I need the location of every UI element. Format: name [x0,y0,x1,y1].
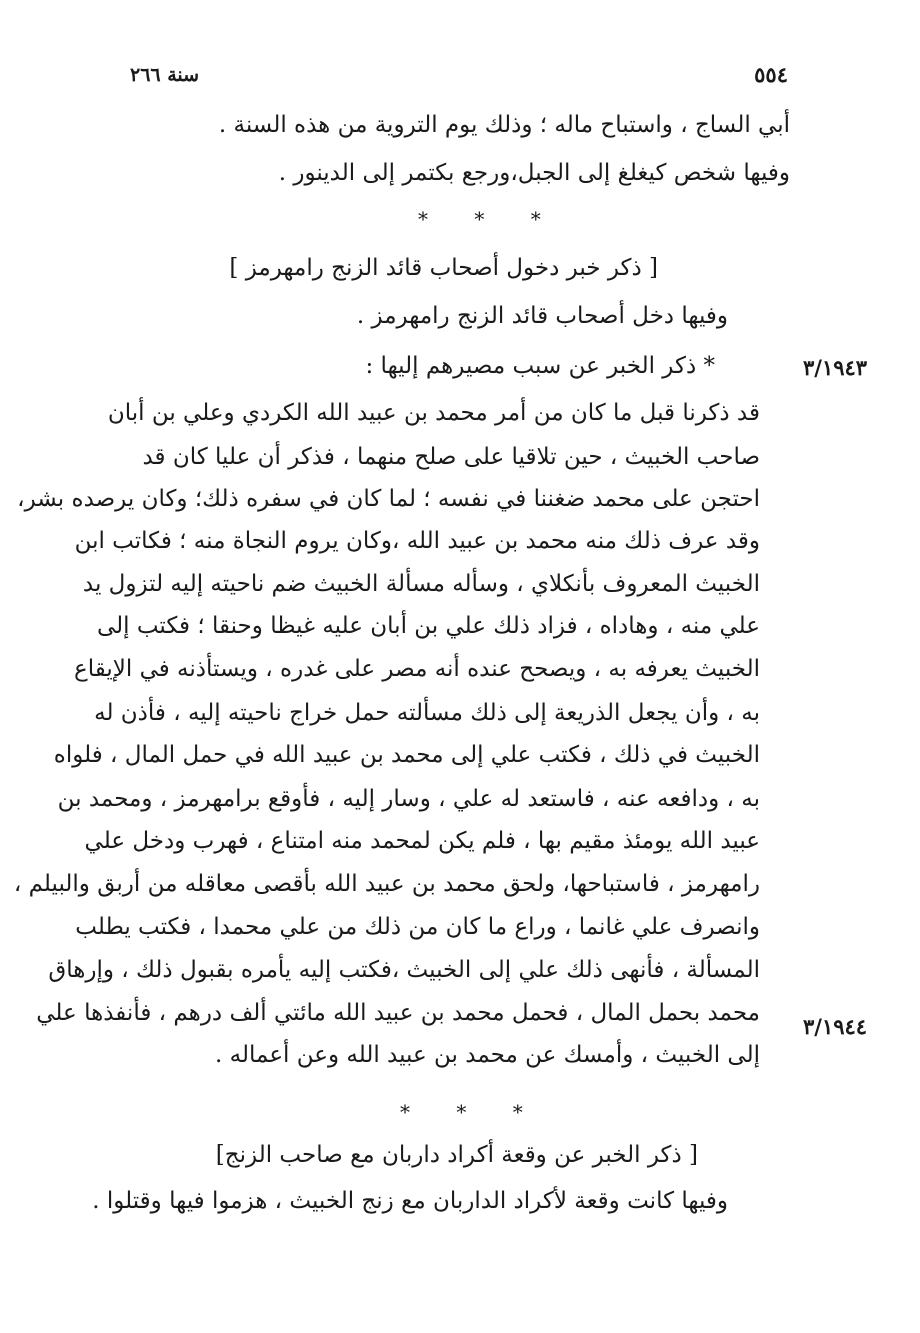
paragraph-line: قد ذكرنا قبل ما كان من أمر محمد بن عبيد الله الكردي وعلي بن أبان [107,400,760,426]
body-line: وفيها شخص كيغلغ إلى الجبل،ورجع بكتمر إلى الدينور . [278,160,790,186]
paragraph-line: الخبيث يعرفه به ، ويصحح عنده أنه مصر على غدره ، ويستأذنه في الإيقاع [73,656,760,682]
paragraph-line: الخبيث المعروف بأنكلاي ، وسأله مسألة الخبيث ضم ناحيته إليه لتزول يد [82,571,760,597]
paragraph-line: به ، ودافعه عنه ، فاستعد له علي ، وسار إليه ، فأوقع برامهرمز ، ومحمد بن [57,786,760,812]
paragraph-line: رامهرمز ، فاستباحها، ولحق محمد بن عبيد الله بأقصى معاقله من أربق والبيلم ، [13,871,760,897]
paragraph-line: احتجن على محمد ضغننا في نفسه ؛ لما كان في سفره ذلك؛ وكان يرصده بشر، [17,486,760,512]
subheading: * ذكر الخبر عن سبب مصيرهم إليها : [365,353,715,379]
section-separator: * * * [400,1100,543,1124]
section-intro: وفيها دخل أصحاب قائد الزنج رامهرمز . [356,303,728,329]
margin-reference: ٣/١٩٤٣ [803,355,868,380]
paragraph-line: به ، وأن يجعل الذريعة إلى ذلك مسألته حمل خراج ناحيته إليه ، فأذن له [94,700,760,726]
section-separator: * * * [418,207,561,231]
section-intro: وفيها كانت وقعة لأكراد الداربان مع زنج الخبيث ، هزموا فيها وقتلوا . [92,1188,728,1214]
paragraph-line: علي منه ، وهاداه ، فزاد ذلك علي بن أبان عليه غيظا وحنقا ؛ فكتب إلى [96,613,760,639]
section-title: [ ذكر خبر دخول أصحاب قائد الزنج رامهرمز ] [229,255,658,281]
page-number: ٥٥٤ [754,62,788,87]
running-header-year: سنة ٢٦٦ [130,64,200,86]
paragraph-line: صاحب الخبيث ، حين تلاقيا على صلح منهما ، فذكر أن عليا كان قد [142,444,760,470]
paragraph-line: إلى الخبيث ، وأمسك عن محمد بن عبيد الله وعن أعماله . [215,1042,760,1068]
paragraph-line: وانصرف علي غانما ، وراع ما كان من ذلك من علي محمدا ، فكتب يطلب [75,914,760,940]
paragraph-line: المسألة ، فأنهى ذلك علي إلى الخبيث ،فكتب إليه يأمره بقبول ذلك ، وإرهاق [48,957,760,983]
body-line: أبي الساج ، واستباح ماله ؛ وذلك يوم التروية من هذه السنة . [218,112,790,138]
paragraph-line: وقد عرف ذلك منه محمد بن عبيد الله ،وكان يروم النجاة منه ؛ فكاتب ابن [74,528,760,554]
paragraph-line: الخبيث في ذلك ، فكتب علي إلى محمد بن عبيد الله في حمل المال ، فلواه [53,742,760,768]
paragraph-line: عبيد الله يومئذ مقيم بها ، فلم يكن لمحمد منه امتناع ، فهرب ودخل علي [84,828,760,854]
paragraph-line: محمد بحمل المال ، فحمل محمد بن عبيد الله مائتي ألف درهم ، فأنفذها علي [36,1000,760,1026]
section-title: [ ذكر الخبر عن وقعة أكراد داربان مع صاحب الزنج] [215,1142,698,1168]
margin-reference: ٣/١٩٤٤ [803,1014,868,1039]
